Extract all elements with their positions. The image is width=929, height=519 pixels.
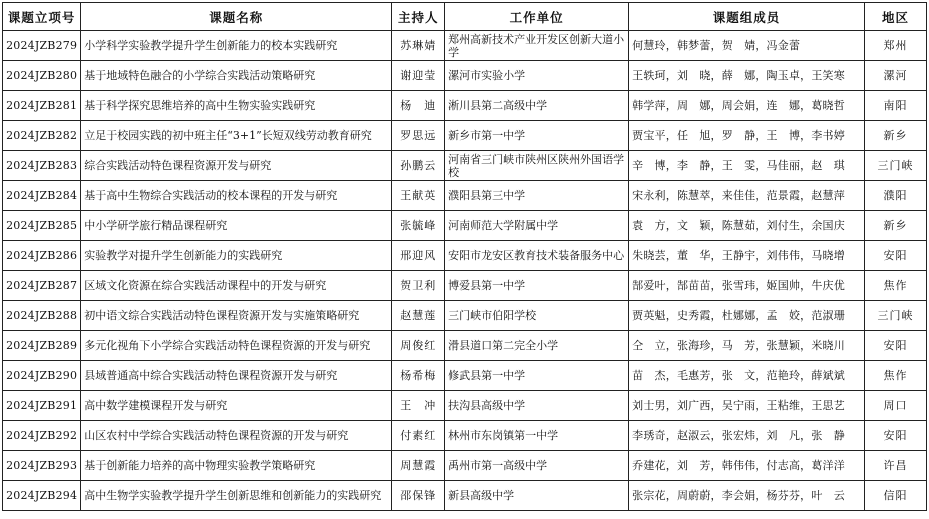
table-row <box>3 451 927 481</box>
table-row <box>3 91 927 121</box>
header-work-unit: 工作单位 <box>445 3 629 31</box>
project-title-cell: 高中生物学实验教学提升学生创新思维和创新能力的实践研究 <box>81 481 392 511</box>
table-row <box>3 331 927 361</box>
project-id-cell: 2024JZB294 <box>3 481 81 511</box>
project-title-cell: 初中语文综合实践活动特色课程资源开发与实施策略研究 <box>81 301 392 331</box>
project-title-cell: 立足于校园实践的初中班主任“3+1”长短双线劳动教育研究 <box>81 121 392 151</box>
host-cell: 孙鹏云 <box>392 151 445 181</box>
project-id-cell: 2024JZB292 <box>3 421 81 451</box>
project-id-cell: 2024JZB282 <box>3 121 81 151</box>
work-unit-cell: 郑州高新技术产业开发区创新大道小学 <box>445 31 629 61</box>
host-cell: 杨希梅 <box>392 361 445 391</box>
region-cell: 安阳 <box>864 421 926 451</box>
project-id-cell: 2024JZB281 <box>3 91 81 121</box>
work-unit-cell: 禹州市第一高级中学 <box>445 451 629 481</box>
members-cell: 贾宝平，任 旭，罗 静，王 博，李书婷 <box>629 121 865 151</box>
host-cell: 付素红 <box>392 421 445 451</box>
region-cell: 郑州 <box>864 31 926 61</box>
region-cell: 安阳 <box>864 241 926 271</box>
members-cell: 郜爱叶，郜苗苗，张雪玮，姬国帅，牛庆优 <box>629 271 865 301</box>
header-host: 主持人 <box>392 3 445 31</box>
table-row <box>3 301 927 331</box>
members-cell: 韩学萍，周 娜，周会娟，连 娜，葛晓哲 <box>629 91 865 121</box>
project-title-cell: 实验教学对提升学生创新能力的实践研究 <box>81 241 392 271</box>
work-unit-cell: 安阳市龙安区教育技术装备服务中心 <box>445 241 629 271</box>
project-title-cell: 县域普通高中综合实践活动特色课程资源开发与研究 <box>81 361 392 391</box>
work-unit-cell: 修武县第一中学 <box>445 361 629 391</box>
members-cell: 刘士男，刘广西，吴宁雨，王粘维，王思艺 <box>629 391 865 421</box>
members-cell: 贾英魁，史秀霞，杜娜娜，孟 姣，范淑珊 <box>629 301 865 331</box>
work-unit-cell: 博爱县第一中学 <box>445 271 629 301</box>
table-row <box>3 361 927 391</box>
host-cell: 赵慧莲 <box>392 301 445 331</box>
table-row <box>3 241 927 271</box>
host-cell: 邢迎风 <box>392 241 445 271</box>
work-unit-cell: 新县高级中学 <box>445 481 629 511</box>
region-cell: 信阳 <box>864 481 926 511</box>
host-cell: 王 冲 <box>392 391 445 421</box>
project-id-cell: 2024JZB288 <box>3 301 81 331</box>
host-cell: 王献英 <box>392 181 445 211</box>
header-project-id: 课题立项号 <box>3 3 81 31</box>
members-cell: 王轶珂，刘 晓，薛 娜，陶玉卓，王笑寒 <box>629 61 865 91</box>
members-cell: 乔建花，刘 芳，韩伟伟，付志高，葛洋洋 <box>629 451 865 481</box>
host-cell: 贺卫利 <box>392 271 445 301</box>
host-cell: 周俊红 <box>392 331 445 361</box>
project-title-cell: 基于创新能力培养的高中物理实验教学策略研究 <box>81 451 392 481</box>
header-project-title: 课题名称 <box>81 3 392 31</box>
region-cell: 南阳 <box>864 91 926 121</box>
host-cell: 谢迎莹 <box>392 61 445 91</box>
work-unit-cell: 扶沟县高级中学 <box>445 391 629 421</box>
project-id-cell: 2024JZB279 <box>3 31 81 61</box>
host-cell: 杨 迪 <box>392 91 445 121</box>
work-unit-cell: 濮阳县第三中学 <box>445 181 629 211</box>
project-id-cell: 2024JZB291 <box>3 391 81 421</box>
table-row <box>3 421 927 451</box>
region-cell: 新乡 <box>864 211 926 241</box>
project-id-cell: 2024JZB285 <box>3 211 81 241</box>
work-unit-cell: 林州市东岗镇第一中学 <box>445 421 629 451</box>
project-title-cell: 基于科学探究思维培养的高中生物实验实践研究 <box>81 91 392 121</box>
table-body <box>3 31 927 511</box>
table-row <box>3 151 927 181</box>
project-table <box>2 2 927 511</box>
host-cell: 邵保锋 <box>392 481 445 511</box>
table-row <box>3 121 927 151</box>
members-cell: 何慧玲，韩梦蕾，贺 婧，冯金蕾 <box>629 31 865 61</box>
region-cell: 许昌 <box>864 451 926 481</box>
work-unit-cell: 淅川县第二高级中学 <box>445 91 629 121</box>
project-list-sheet <box>2 2 927 511</box>
project-title-cell: 高中数学建模课程开发与研究 <box>81 391 392 421</box>
region-cell: 焦作 <box>864 361 926 391</box>
region-cell: 周口 <box>864 391 926 421</box>
host-cell: 张毓峰 <box>392 211 445 241</box>
project-title-cell: 中小学研学旅行精品课程研究 <box>81 211 392 241</box>
members-cell: 袁 方，文 颖，陈慧茹，刘付生，余国庆 <box>629 211 865 241</box>
region-cell: 新乡 <box>864 121 926 151</box>
project-id-cell: 2024JZB280 <box>3 61 81 91</box>
project-id-cell: 2024JZB287 <box>3 271 81 301</box>
header-region: 地区 <box>864 3 926 31</box>
project-id-cell: 2024JZB289 <box>3 331 81 361</box>
host-cell: 苏琳婧 <box>392 31 445 61</box>
members-cell: 张宗花，周蔚蔚，李会娟，杨芬芬，叶 云 <box>629 481 865 511</box>
work-unit-cell: 三门峡市伯阳学校 <box>445 301 629 331</box>
project-id-cell: 2024JZB284 <box>3 181 81 211</box>
members-cell: 辛 博，李 静，王 雯，马佳丽，赵 琪 <box>629 151 865 181</box>
project-title-cell: 区域文化资源在综合实践活动课程中的开发与研究 <box>81 271 392 301</box>
project-id-cell: 2024JZB283 <box>3 151 81 181</box>
work-unit-cell: 河南省三门峡市陕州区陕州外国语学校 <box>445 151 629 181</box>
work-unit-cell: 河南师范大学附属中学 <box>445 211 629 241</box>
table-row <box>3 211 927 241</box>
project-id-cell: 2024JZB290 <box>3 361 81 391</box>
region-cell: 安阳 <box>864 331 926 361</box>
work-unit-cell: 漯河市实验小学 <box>445 61 629 91</box>
project-title-cell: 山区农村中学综合实践活动特色课程资源的开发与研究 <box>81 421 392 451</box>
table-row <box>3 181 927 211</box>
table-row <box>3 271 927 301</box>
region-cell: 三门峡 <box>864 301 926 331</box>
region-cell: 焦作 <box>864 271 926 301</box>
members-cell: 仝 立，张海珍，马 芳，张慧颖，米晓川 <box>629 331 865 361</box>
header-members: 课题组成员 <box>629 3 865 31</box>
host-cell: 罗思远 <box>392 121 445 151</box>
table-row <box>3 481 927 511</box>
members-cell: 宋永利，陈慧萃，来佳佳，范景霞，赵慧萍 <box>629 181 865 211</box>
members-cell: 李琇奇，赵淑云，张宏炜，刘 凡，张 静 <box>629 421 865 451</box>
project-id-cell: 2024JZB293 <box>3 451 81 481</box>
project-id-cell: 2024JZB286 <box>3 241 81 271</box>
project-title-cell: 综合实践活动特色课程资源开发与研究 <box>81 151 392 181</box>
project-title-cell: 多元化视角下小学综合实践活动特色课程资源的开发与研究 <box>81 331 392 361</box>
project-title-cell: 小学科学实验教学提升学生创新能力的校本实践研究 <box>81 31 392 61</box>
table-row <box>3 61 927 91</box>
table-header-row <box>3 3 927 31</box>
host-cell: 周慧霞 <box>392 451 445 481</box>
members-cell: 苗 杰，毛惠芳，张 文，范艳玲，薛斌斌 <box>629 361 865 391</box>
work-unit-cell: 滑县道口第二完全小学 <box>445 331 629 361</box>
work-unit-cell: 新乡市第一中学 <box>445 121 629 151</box>
project-title-cell: 基于地域特色融合的小学综合实践活动策略研究 <box>81 61 392 91</box>
region-cell: 漯河 <box>864 61 926 91</box>
table-row <box>3 31 927 61</box>
project-title-cell: 基于高中生物综合实践活动的校本课程的开发与研究 <box>81 181 392 211</box>
region-cell: 濮阳 <box>864 181 926 211</box>
table-row <box>3 391 927 421</box>
region-cell: 三门峡 <box>864 151 926 181</box>
members-cell: 朱晓芸，董 华，王静宇，刘伟伟，马晓增 <box>629 241 865 271</box>
